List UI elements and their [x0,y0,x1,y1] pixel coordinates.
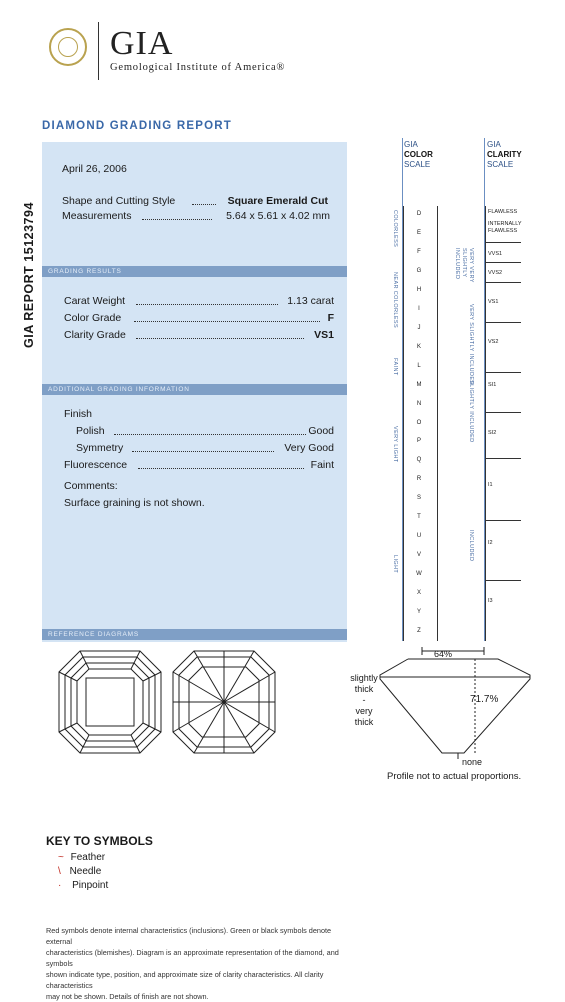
pinpoint-symbol-icon: · [58,880,62,891]
clarity-grade-si2: SI2 [488,430,497,436]
leader-dots [136,304,278,305]
report-title: DIAMOND GRADING REPORT [42,120,232,132]
clarity-grade-vvs1: VVS1 [488,251,503,257]
color-grade-h: H [416,287,422,294]
color-grade-r: R [416,476,422,483]
key-title: KEY TO SYMBOLS [46,834,153,848]
footer-line: shown indicate type, position, and approximate size of clarity characteristics. All clarity characteristics [46,970,324,990]
carat-label: Carat Weight [64,295,126,307]
organization-name: Gemological Institute of America® [110,62,286,73]
color-scale-prefix: GIA [404,140,418,149]
fluorescence-label: Fluorescence [64,459,128,471]
key-item-label: Feather [70,852,106,863]
clarity-group-vvs: VERY VERY SLIGHTLY INCLUDED [454,248,474,283]
comments-value: Surface graining is not shown. [64,497,205,509]
gia-seal-logo [49,28,87,66]
clarity-grade-flawless: FLAWLESS [488,209,518,215]
color-grade-i: I [418,306,420,313]
clarity-scale-divider [485,458,521,459]
girdle-label-line: slightly [350,673,378,683]
shape-label: Shape and Cutting Style [62,195,176,207]
clarity-grade-i1: I1 [488,482,493,488]
leader-dots [192,204,216,205]
color-grade-g: G [416,268,422,275]
clarity-scale-title: CLARITY [487,150,522,159]
color-scale-suffix: SCALE [404,160,431,169]
crown-view-diagram [58,650,162,754]
clarity-grade-si1: SI1 [488,382,497,388]
carat-value: 1.13 carat [287,295,334,307]
footer-line: Red symbols denote internal characteristics (inclusions). Green or black symbols denote external [46,926,332,946]
color-grade-o: O [416,419,422,426]
depth-percentage: 71.7% [470,694,499,705]
color-group-very-light: VERY LIGHT [392,426,398,463]
clarity-scale-suffix: SCALE [487,160,514,169]
polish-value: Good [308,425,334,437]
clarity-group-si: SLIGHTLY INCLUDED [468,380,474,443]
clarity-scale-divider [485,282,521,283]
leader-dots [114,434,306,435]
gia-logo-text: GIA [110,25,174,62]
color-scale-title: COLOR [404,150,433,159]
polish-label: Polish [76,425,105,437]
leader-dots [134,321,320,322]
shape-row [62,195,342,209]
girdle-label-line: thick [354,684,374,694]
color-grade-w: W [416,570,422,577]
color-grade-z: Z [417,627,421,634]
key-item-feather [58,852,105,863]
clarity-scale-divider [485,322,521,323]
clarity-scale-divider [485,520,521,521]
key-item-label: Pinpoint [72,880,109,891]
girdle-label-line: - [362,695,366,705]
color-grade-q: Q [416,457,422,464]
fluorescence-value: Faint [310,459,334,471]
clarity-scale-divider [485,262,521,263]
clarity-scale-divider [485,242,521,243]
color-group-near-colorless: NEAR COLORLESS [392,272,398,329]
fluorescence-row [64,459,334,473]
symmetry-row [76,442,334,456]
key-item-label: Needle [69,866,102,877]
color-grade-y: Y [416,608,421,615]
color-grade-s: S [416,495,421,502]
footer-line: characteristics (blemishes). Diagram is an approximate representation of the diamond, and symbols [46,948,339,968]
report-date: April 26, 2006 [62,163,127,175]
color-group-faint: FAINT [392,358,398,376]
shape-value: Square Emerald Cut [227,195,328,207]
carat-row [64,295,334,309]
comments-label: Comments: [64,480,118,492]
leader-dots [142,219,212,220]
measurements-row [62,210,342,224]
table-percentage: 64% [434,649,453,659]
footer-disclaimer [46,925,356,1002]
key-item-pinpoint [58,880,108,891]
symmetry-label: Symmetry [76,442,124,454]
clarity-grade-row [64,329,334,343]
additional-info-band: ADDITIONAL GRADING INFORMATION [42,384,347,395]
culet-label: none [462,757,483,767]
leader-dots [138,468,304,469]
color-grade-label: Color Grade [64,312,122,324]
clarity-grade-label: Clarity Grade [64,329,126,341]
color-scale-header [404,140,433,170]
clarity-group-included: INCLUDED [468,530,474,562]
clarity-grade-vvs2: VVS2 [488,270,503,276]
color-grade-value: F [327,312,334,324]
color-grade-j: J [417,324,421,331]
leader-dots [136,338,304,339]
feather-symbol-icon: ~ [58,852,64,863]
report-number: GIA REPORT 15123794 [22,202,36,348]
color-group-light: LIGHT [392,555,398,574]
logo-divider [98,22,99,80]
profile-diagram [370,645,540,765]
pavilion-view-diagram [172,650,276,754]
clarity-scale-divider [485,580,521,581]
color-grade-u: U [416,532,422,539]
color-grade-k: K [416,343,421,350]
clarity-scale-prefix: GIA [487,140,501,149]
clarity-group-vs: VERY SLIGHTLY INCLUDED [468,304,474,385]
color-grade-l: L [417,362,421,369]
clarity-grade-vs2: VS2 [488,339,499,345]
leader-dots [132,451,274,452]
color-group-colorless: COLORLESS [392,210,398,248]
girdle-label-line: thick [354,717,374,727]
color-grade-f: F [417,249,421,256]
reference-diagrams-band: REFERENCE DIAGRAMS [42,629,347,640]
footer-line: may not be shown. Details of finish are not shown. [46,992,209,1001]
clarity-scale-divider [485,412,521,413]
clarity-grade-internally-flawless: INTERNALLY FLAWLESS [488,221,522,234]
color-grade-t: T [417,514,421,521]
color-grade-m: M [416,381,422,388]
girdle-thickness-label [346,673,382,728]
key-item-needle [58,866,101,877]
clarity-grade-value: VS1 [314,329,334,341]
measurements-value: 5.64 x 5.61 x 4.02 mm [226,210,330,222]
color-grade-row [64,312,334,326]
color-grade-x: X [416,589,421,596]
finish-label: Finish [64,408,93,420]
clarity-grade-vs1: VS1 [488,299,499,305]
profile-note: Profile not to actual proportions. [387,771,522,782]
color-grade-d: D [416,211,422,218]
polish-row [76,425,334,439]
clarity-scale-header [487,140,522,170]
clarity-grade-i3: I3 [488,598,493,604]
girdle-label-line: very [355,706,373,716]
grading-results-band: GRADING RESULTS [42,266,347,277]
color-grade-e: E [416,230,421,237]
color-grade-p: P [416,438,421,445]
color-grade-n: N [416,400,422,407]
needle-symbol-icon: \ [58,866,61,877]
clarity-grade-i2: I2 [488,540,493,546]
clarity-scale-divider [485,372,521,373]
measurements-label: Measurements [62,210,132,222]
color-grade-v: V [416,551,421,558]
symmetry-value: Very Good [284,442,334,454]
